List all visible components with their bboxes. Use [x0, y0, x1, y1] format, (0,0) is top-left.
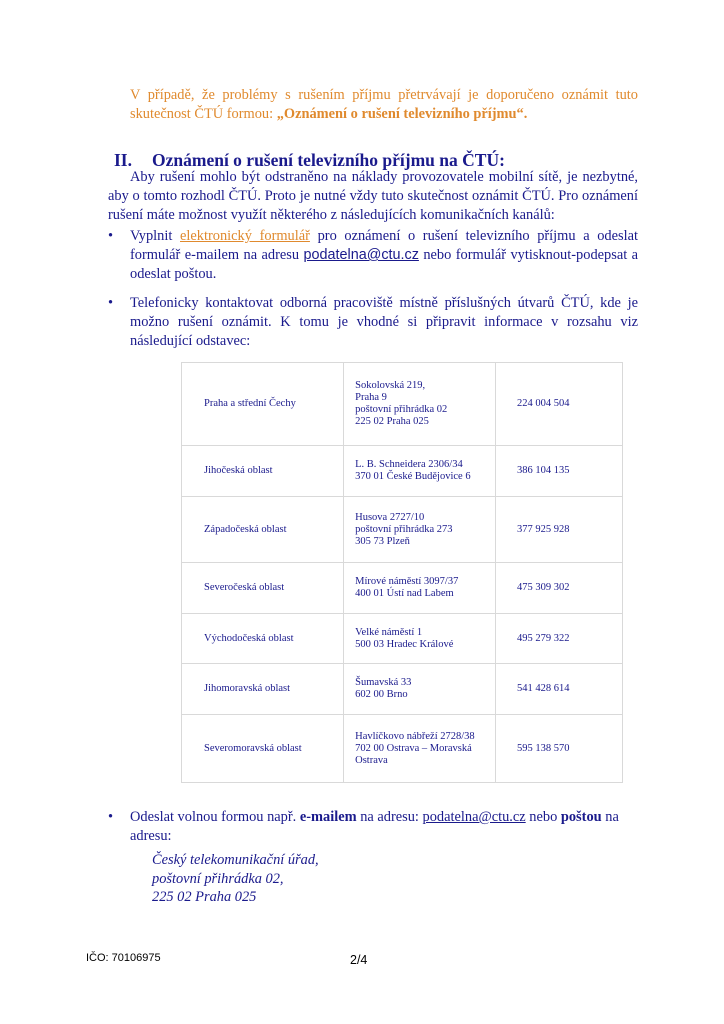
office-address — [344, 715, 496, 783]
table-row — [182, 363, 623, 446]
address-line: Velké náměstí 1 — [355, 626, 423, 638]
text-fragment: e-mailem — [299, 809, 357, 825]
bullet-icon: • — [108, 228, 114, 244]
office-region: Severomoravská oblast — [182, 715, 344, 783]
address-line: 702 00 Ostrava – Moravská Ostrava — [355, 742, 472, 766]
table-row — [182, 715, 623, 783]
text-fragment: na adresu: — [356, 809, 423, 825]
electronic-form-link[interactable]: elektronický formulář — [180, 228, 310, 244]
office-phone: 595 138 570 — [496, 715, 623, 783]
address-line: Praha 9 — [355, 392, 387, 403]
text-fragment: Odeslat volnou formou např. — [130, 809, 300, 825]
address-line: poštovní přihrádka 273 — [355, 523, 453, 535]
text-fragment: na adresu: — [130, 809, 619, 844]
office-region: Východočeská oblast — [182, 614, 344, 664]
address-line: 400 01 Ústí nad Labem — [355, 588, 454, 599]
address-line: Šumavská 33 — [355, 677, 412, 688]
offices-table — [181, 362, 623, 783]
office-address — [344, 497, 496, 563]
address-line: 602 00 Brno — [355, 689, 408, 700]
note-text: V případě, že problémy s rušením příjmu přetrvávají je doporučeno oznámit tuto skutečnost ČTÚ formou: — [130, 87, 638, 122]
table-row — [182, 614, 623, 664]
address-line: Český telekomunikační úřad, — [152, 852, 319, 868]
postal-address — [152, 851, 319, 907]
table-row — [182, 563, 623, 614]
office-phone: 224 004 504 — [496, 363, 623, 446]
email-link[interactable]: podatelna@ctu.cz — [303, 247, 419, 263]
office-region: Jihomoravská oblast — [182, 664, 344, 715]
office-phone: 541 428 614 — [496, 664, 623, 715]
email-link[interactable]: podatelna@ctu.cz — [422, 809, 526, 825]
office-region: Západočeská oblast — [182, 497, 344, 563]
bullet-icon: • — [108, 809, 114, 825]
table-row — [182, 664, 623, 715]
list-item-text — [130, 808, 638, 846]
office-address — [344, 563, 496, 614]
address-line: 370 01 České Budějovice 6 — [355, 471, 471, 482]
page-number: 2/4 — [350, 953, 368, 967]
office-address — [344, 614, 496, 664]
address-line: Husova 2727/10 — [355, 511, 425, 523]
address-line: poštovní přihrádka 02 — [355, 404, 448, 415]
office-address — [344, 664, 496, 715]
office-address — [344, 363, 496, 446]
office-region: Jihočeská oblast — [182, 446, 344, 497]
office-phone: 377 925 928 — [496, 497, 623, 563]
recommendation-note — [130, 86, 638, 124]
address-line: poštovní přihrádka 02, — [152, 870, 284, 887]
address-line: L. B. Schneidera 2306/34 — [355, 459, 463, 470]
text-fragment: nebo — [525, 809, 561, 825]
note-form-name: „Oznámení o rušení televizního příjmu“. — [276, 106, 528, 122]
address-line: Mírové náměstí 3097/37 — [355, 576, 459, 587]
office-phone: 495 279 322 — [496, 614, 623, 664]
table-row — [182, 446, 623, 497]
text-fragment: Vyplnit — [130, 228, 181, 244]
office-address — [344, 446, 496, 497]
list-item-text: Telefonicky kontaktovat odborná pracoviště místně příslušných útvarů ČTÚ, kde je možno rušení oznámit. K tomu je vhodné si připravit informace v rozsahu viz následující odstavec: — [130, 295, 638, 349]
section-title: Oznámení o rušení televizního příjmu na ČTÚ: — [152, 150, 505, 170]
office-region: Praha a střední Čechy — [182, 363, 344, 446]
text-fragment: pro oznámení o rušení televizního příjmu a odeslat formulář e-mailem na adresu — [130, 228, 638, 263]
address-line: Havlíčkovo nábřeží 2728/38 — [355, 730, 475, 742]
address-line: 225 02 Praha 025 — [152, 889, 257, 905]
section-intro: Aby rušení mohlo být odstraněno na náklady provozovatele mobilní sítě, je nezbytné, aby o tomto rozhodl ČTÚ. Proto je nutné vždy tuto skutečnost oznámit ČTÚ. Pro oznámení rušení máte možnost využít některého z následujících komunikačních kanálů: — [108, 169, 638, 223]
section-number: II. — [114, 150, 132, 170]
address-line: Sokolovská 219, — [355, 380, 426, 391]
text-fragment: nebo formulář vytisknout-podepsat a odeslat poštou. — [130, 247, 639, 282]
footer-ico: IČO: 70106975 — [86, 952, 161, 964]
office-phone: 475 309 302 — [496, 563, 623, 614]
bullet-icon: • — [108, 295, 114, 311]
address-line: 305 73 Plzeň — [355, 535, 410, 547]
address-line: 225 02 Praha 025 — [355, 416, 429, 427]
office-region: Severočeská oblast — [182, 563, 344, 614]
office-phone: 386 104 135 — [496, 446, 623, 497]
text-fragment: poštou — [560, 809, 602, 825]
list-item-text — [130, 227, 638, 284]
address-line: 500 03 Hradec Králové — [355, 638, 454, 650]
table-row — [182, 497, 623, 563]
